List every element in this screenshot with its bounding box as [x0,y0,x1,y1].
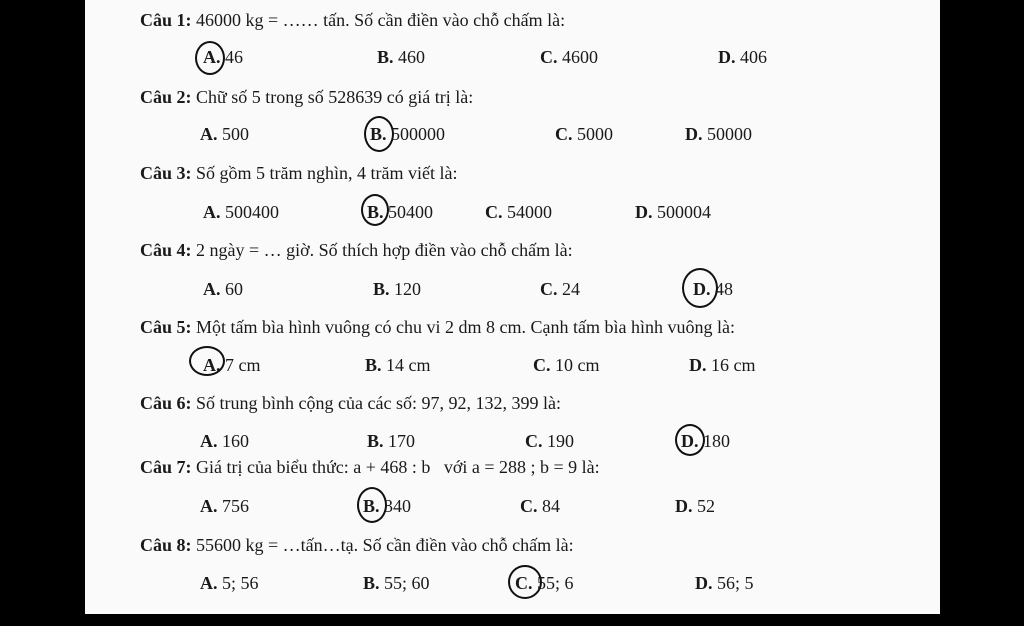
q6-option-a[interactable]: A. 160 [200,431,249,451]
q7-option-a[interactable]: A. 756 [200,496,249,516]
q2-option-c[interactable]: C. 5000 [555,124,613,144]
q2-option-b[interactable]: B. 500000 [370,124,446,144]
answer-circle-mark [364,116,394,152]
answer-circle-mark [361,194,389,226]
question-8 [140,535,574,556]
question-label: Câu 8: [140,535,192,555]
question-text: Một tấm bìa hình vuông có chu vi 2 dm 8 cm. Cạnh tấm bìa hình vuông là: [196,317,735,337]
question-2 [140,87,473,108]
question-1 [140,10,565,31]
question-text: Chữ số 5 trong số 528639 có giá trị là: [196,87,474,107]
q2-option-d[interactable]: D. 50000 [685,124,752,144]
answer-circle-mark [682,268,718,308]
answer-circle-mark [508,565,542,599]
question-text: 55600 kg = …tấn…tạ. Số cần điền vào chỗ chấm là: [196,535,574,555]
q7-option-d[interactable]: D. 52 [675,496,715,516]
q1-option-d[interactable]: D. 406 [718,47,767,67]
q4-option-a[interactable]: A. 60 [203,279,243,299]
q1-option-c[interactable]: C. 4600 [540,47,598,67]
q3-option-b[interactable]: B. 50400 [367,202,434,222]
q1-option-b[interactable]: B. 460 [377,47,426,67]
q5-option-b[interactable]: B. 14 cm [365,355,431,375]
worksheet-page [85,0,940,614]
answer-circle-mark [357,487,387,523]
q8-option-b[interactable]: B. 55; 60 [363,573,430,593]
q6-option-d[interactable]: D. 180 [681,431,730,451]
question-text: 2 ngày = … giờ. Số thích hợp điền vào chỗ chấm là: [196,240,573,260]
q5-option-d[interactable]: D. 16 cm [689,355,756,375]
question-label: Câu 6: [140,393,192,413]
q6-option-c[interactable]: C. 190 [525,431,574,451]
question-7 [140,457,600,478]
bottom-border [0,614,1024,626]
q7-option-c[interactable]: C. 84 [520,496,560,516]
question-4 [140,240,573,261]
question-3 [140,163,457,184]
q3-option-a[interactable]: A. 500400 [203,202,279,222]
q1-option-a[interactable]: A. 46 [203,47,243,67]
question-label: Câu 5: [140,317,192,337]
question-text: Giá trị của biểu thức: a + 468 : b với a = 288 ; b = 9 là: [196,457,600,477]
q5-option-a[interactable]: A. 7 cm [203,355,261,375]
q5-option-c[interactable]: C. 10 cm [533,355,600,375]
q7-option-b[interactable]: B. 340 [363,496,412,516]
q4-option-c[interactable]: C. 24 [540,279,580,299]
q8-option-a[interactable]: A. 5; 56 [200,573,259,593]
q2-option-a[interactable]: A. 500 [200,124,249,144]
q6-option-b[interactable]: B. 170 [367,431,416,451]
q4-option-b[interactable]: B. 120 [373,279,422,299]
question-label: Câu 2: [140,87,192,107]
q8-option-c[interactable]: C. 55; 6 [515,573,574,593]
question-label: Câu 3: [140,163,192,183]
question-text: Số gồm 5 trăm nghìn, 4 trăm viết là: [196,163,458,183]
answer-circle-mark [195,41,225,75]
answer-circle-mark [189,346,225,376]
question-label: Câu 1: [140,10,192,30]
q3-option-d[interactable]: D. 500004 [635,202,711,222]
q8-option-d[interactable]: D. 56; 5 [695,573,754,593]
question-label: Câu 7: [140,457,192,477]
question-text: Số trung bình cộng của các số: 97, 92, 132, 399 là: [196,393,561,413]
q4-option-d[interactable]: D. 48 [693,279,733,299]
question-label: Câu 4: [140,240,192,260]
question-text: 46000 kg = …… tấn. Số cần điền vào chỗ chấm là: [196,10,566,30]
answer-circle-mark [675,424,705,456]
question-6 [140,393,561,414]
q3-option-c[interactable]: C. 54000 [485,202,552,222]
question-5 [140,317,735,338]
